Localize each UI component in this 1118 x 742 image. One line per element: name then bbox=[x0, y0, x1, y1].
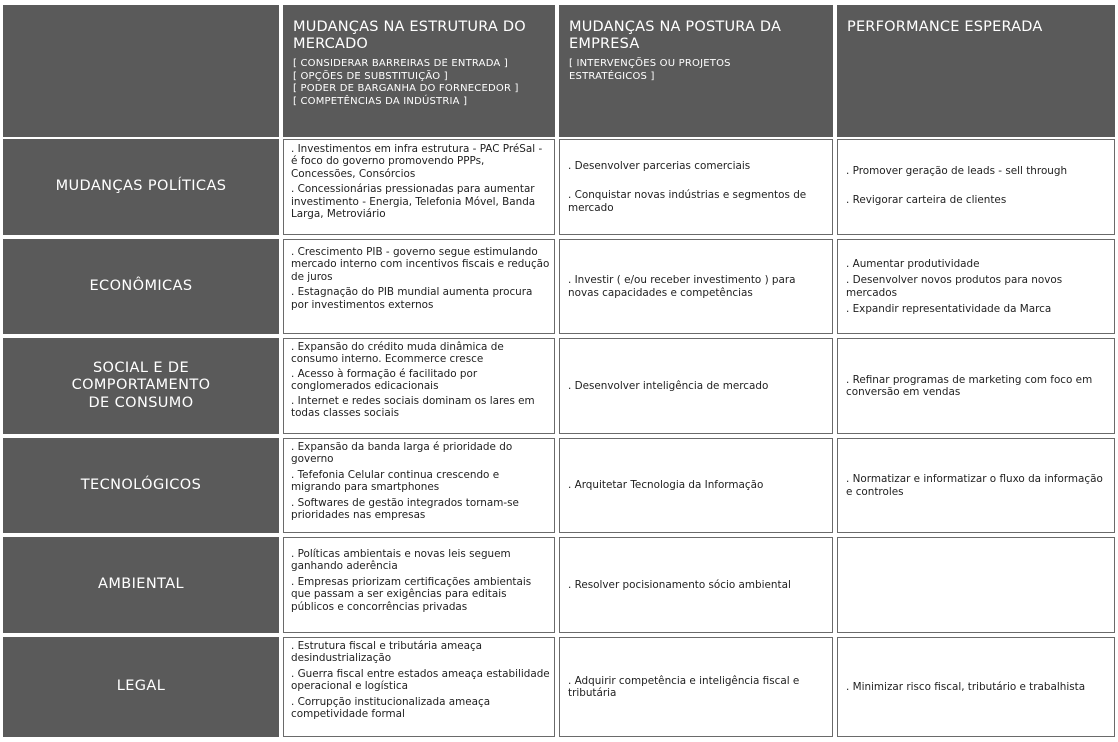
posture-cell-social bbox=[559, 338, 833, 434]
row-label-social bbox=[3, 338, 279, 434]
list-item: . Desenvolver novos produtos para novos mercados bbox=[846, 274, 1063, 299]
posture-cell-politicas bbox=[559, 139, 833, 235]
list-item: . Resolver pocisionamento sócio ambiental bbox=[568, 578, 791, 591]
header-sub-line: [ PODER DE BARGANHA DO FORNECEDOR ] bbox=[293, 83, 519, 94]
list-item: . Revigorar carteira de clientes bbox=[846, 194, 1007, 207]
row-label-ambiental bbox=[3, 537, 279, 633]
list-item: . Acesso à formação é facilitado por conglomerados edicacionais bbox=[291, 367, 478, 393]
list-item: . Desenvolver parcerias comerciais bbox=[568, 159, 751, 172]
market-cell-legal bbox=[283, 637, 555, 737]
header-sub-line: [ COMPETÊNCIAS DA INDÚSTRIA ] bbox=[293, 95, 468, 107]
row-label-text: AMBIENTAL bbox=[98, 576, 184, 593]
performance-cell-economicas bbox=[837, 239, 1115, 334]
list-item: . Investir ( e/ou receber investimento ) para novas capacidades e competências bbox=[568, 274, 796, 299]
list-item: . Desenvolver inteligência de mercado bbox=[568, 379, 769, 392]
posture-cell-tecnologicos bbox=[559, 438, 833, 533]
performance-cell-ambiental bbox=[837, 537, 1115, 633]
header-sub-line: [ OPÇÕES DE SUBSTITUIÇÃO ] bbox=[293, 70, 448, 82]
row-label-text: TECNOLÓGICOS bbox=[80, 476, 202, 493]
list-item: . Refinar programas de marketing com foco em conversão em vendas bbox=[846, 373, 1093, 398]
row-label-text: MUDANÇAS POLÍTICAS bbox=[55, 178, 227, 195]
list-item: . Expansão do crédito muda dinâmica de consumo interno. Ecommerce cresce bbox=[291, 341, 504, 366]
header-expected-performance bbox=[837, 5, 1115, 137]
performance-cell-legal bbox=[837, 637, 1115, 737]
market-cell-tecnologicos bbox=[283, 438, 555, 533]
row-label-text: DE CONSUMO bbox=[88, 394, 194, 411]
list-item: . Aumentar produtividade bbox=[846, 257, 980, 270]
list-item: . Guerra fiscal entre estados ameaça estabilidade operacional e logística bbox=[291, 667, 550, 693]
row-label-tecnologicos bbox=[3, 438, 279, 533]
performance-cell-politicas bbox=[837, 139, 1115, 235]
pest-analysis-table bbox=[3, 5, 1115, 739]
list-item: . Tefefonia Celular continua crescendo e migrando para smartphones bbox=[291, 468, 500, 494]
list-item: . Políticas ambientais e novas leis seguem ganhando aderência bbox=[291, 548, 511, 573]
list-item: . Promover geração de leads - sell through bbox=[846, 165, 1068, 177]
list-item: . Investimentos em infra estrutura - PAC PréSal - é foco do governo promovendo PPPs, Concessões, Consórcios bbox=[291, 143, 543, 180]
row-label-text: COMPORTAMENTO bbox=[71, 377, 211, 394]
header-expected-performance-title: PERFORMANCE ESPERADA bbox=[847, 19, 1043, 35]
posture-cell-ambiental bbox=[559, 537, 833, 633]
list-item: . Expandir representatividade da Marca bbox=[846, 302, 1052, 315]
list-item: . Estagnação do PIB mundial aumenta procura por investimentos externos bbox=[291, 286, 533, 311]
row-label-legal bbox=[3, 637, 279, 737]
row-label-text: ECONÔMICAS bbox=[89, 277, 193, 294]
header-market-structure-title: MUDANÇAS NA ESTRUTURA DO MERCADO bbox=[293, 19, 526, 52]
market-cell-ambiental bbox=[283, 537, 555, 633]
row-label-politicas bbox=[3, 139, 279, 235]
row-label-text: SOCIAL E DE bbox=[92, 359, 190, 376]
posture-cell-legal bbox=[559, 637, 833, 737]
list-item: . Adquirir competência e inteligência fiscal e tributária bbox=[568, 674, 800, 699]
list-item: . Empresas priorizam certificações ambientais que passam a ser exigências para editais públicos e concorrências privadas bbox=[291, 575, 532, 613]
list-item: . Internet e redes sociais dominam os lares em todas classes sociais bbox=[291, 394, 535, 420]
posture-cell-economicas bbox=[559, 239, 833, 334]
list-item: . Minimizar risco fiscal, tributário e trabalhista bbox=[846, 680, 1086, 693]
header-company-posture-title: MUDANÇAS NA POSTURA DA EMPRESA bbox=[569, 19, 782, 52]
header-company-posture-subtitle: [ INTERVENÇÕES OU PROJETOS ESTRATÉGICOS ] bbox=[569, 58, 731, 82]
list-item: . Arquitetar Tecnologia da Informação bbox=[568, 479, 764, 492]
list-item: . Concessionárias pressionadas para aumentar investimento - Energia, Telefonia Móvel, Banda Larga, Metroviário bbox=[291, 183, 536, 221]
header-sub-line: [ CONSIDERAR BARREIRAS DE ENTRADA ] bbox=[293, 58, 508, 69]
header-corner-cell bbox=[3, 5, 279, 137]
market-cell-economicas bbox=[283, 239, 555, 334]
header-market-structure-subtitles bbox=[283, 53, 555, 108]
market-cell-social bbox=[283, 338, 555, 434]
list-item: . Crescimento PIB - governo segue estimulando mercado interno com incentivos fiscais e redução de juros bbox=[291, 246, 550, 283]
header-company-posture bbox=[559, 5, 833, 137]
list-item: . Conquistar novas indústrias e segmentos de mercado bbox=[568, 189, 807, 214]
row-label-economicas bbox=[3, 239, 279, 334]
list-item: . Corrupção institucionalizada ameaça competividade formal bbox=[291, 695, 491, 721]
header-market-structure bbox=[283, 5, 555, 137]
list-item: . Estrutura fiscal e tributária ameaça desindustrialização bbox=[291, 640, 483, 665]
performance-cell-social bbox=[837, 338, 1115, 434]
market-cell-politicas bbox=[283, 139, 555, 235]
list-item: . Expansão da banda larga é prioridade do governo bbox=[291, 441, 513, 466]
list-item: . Normatizar e informatizar o fluxo da informação e controles bbox=[846, 473, 1103, 498]
list-item: . Softwares de gestão integrados tornam-se prioridades nas empresas bbox=[291, 496, 519, 522]
row-label-text: LEGAL bbox=[116, 678, 166, 695]
performance-cell-tecnologicos bbox=[837, 438, 1115, 533]
